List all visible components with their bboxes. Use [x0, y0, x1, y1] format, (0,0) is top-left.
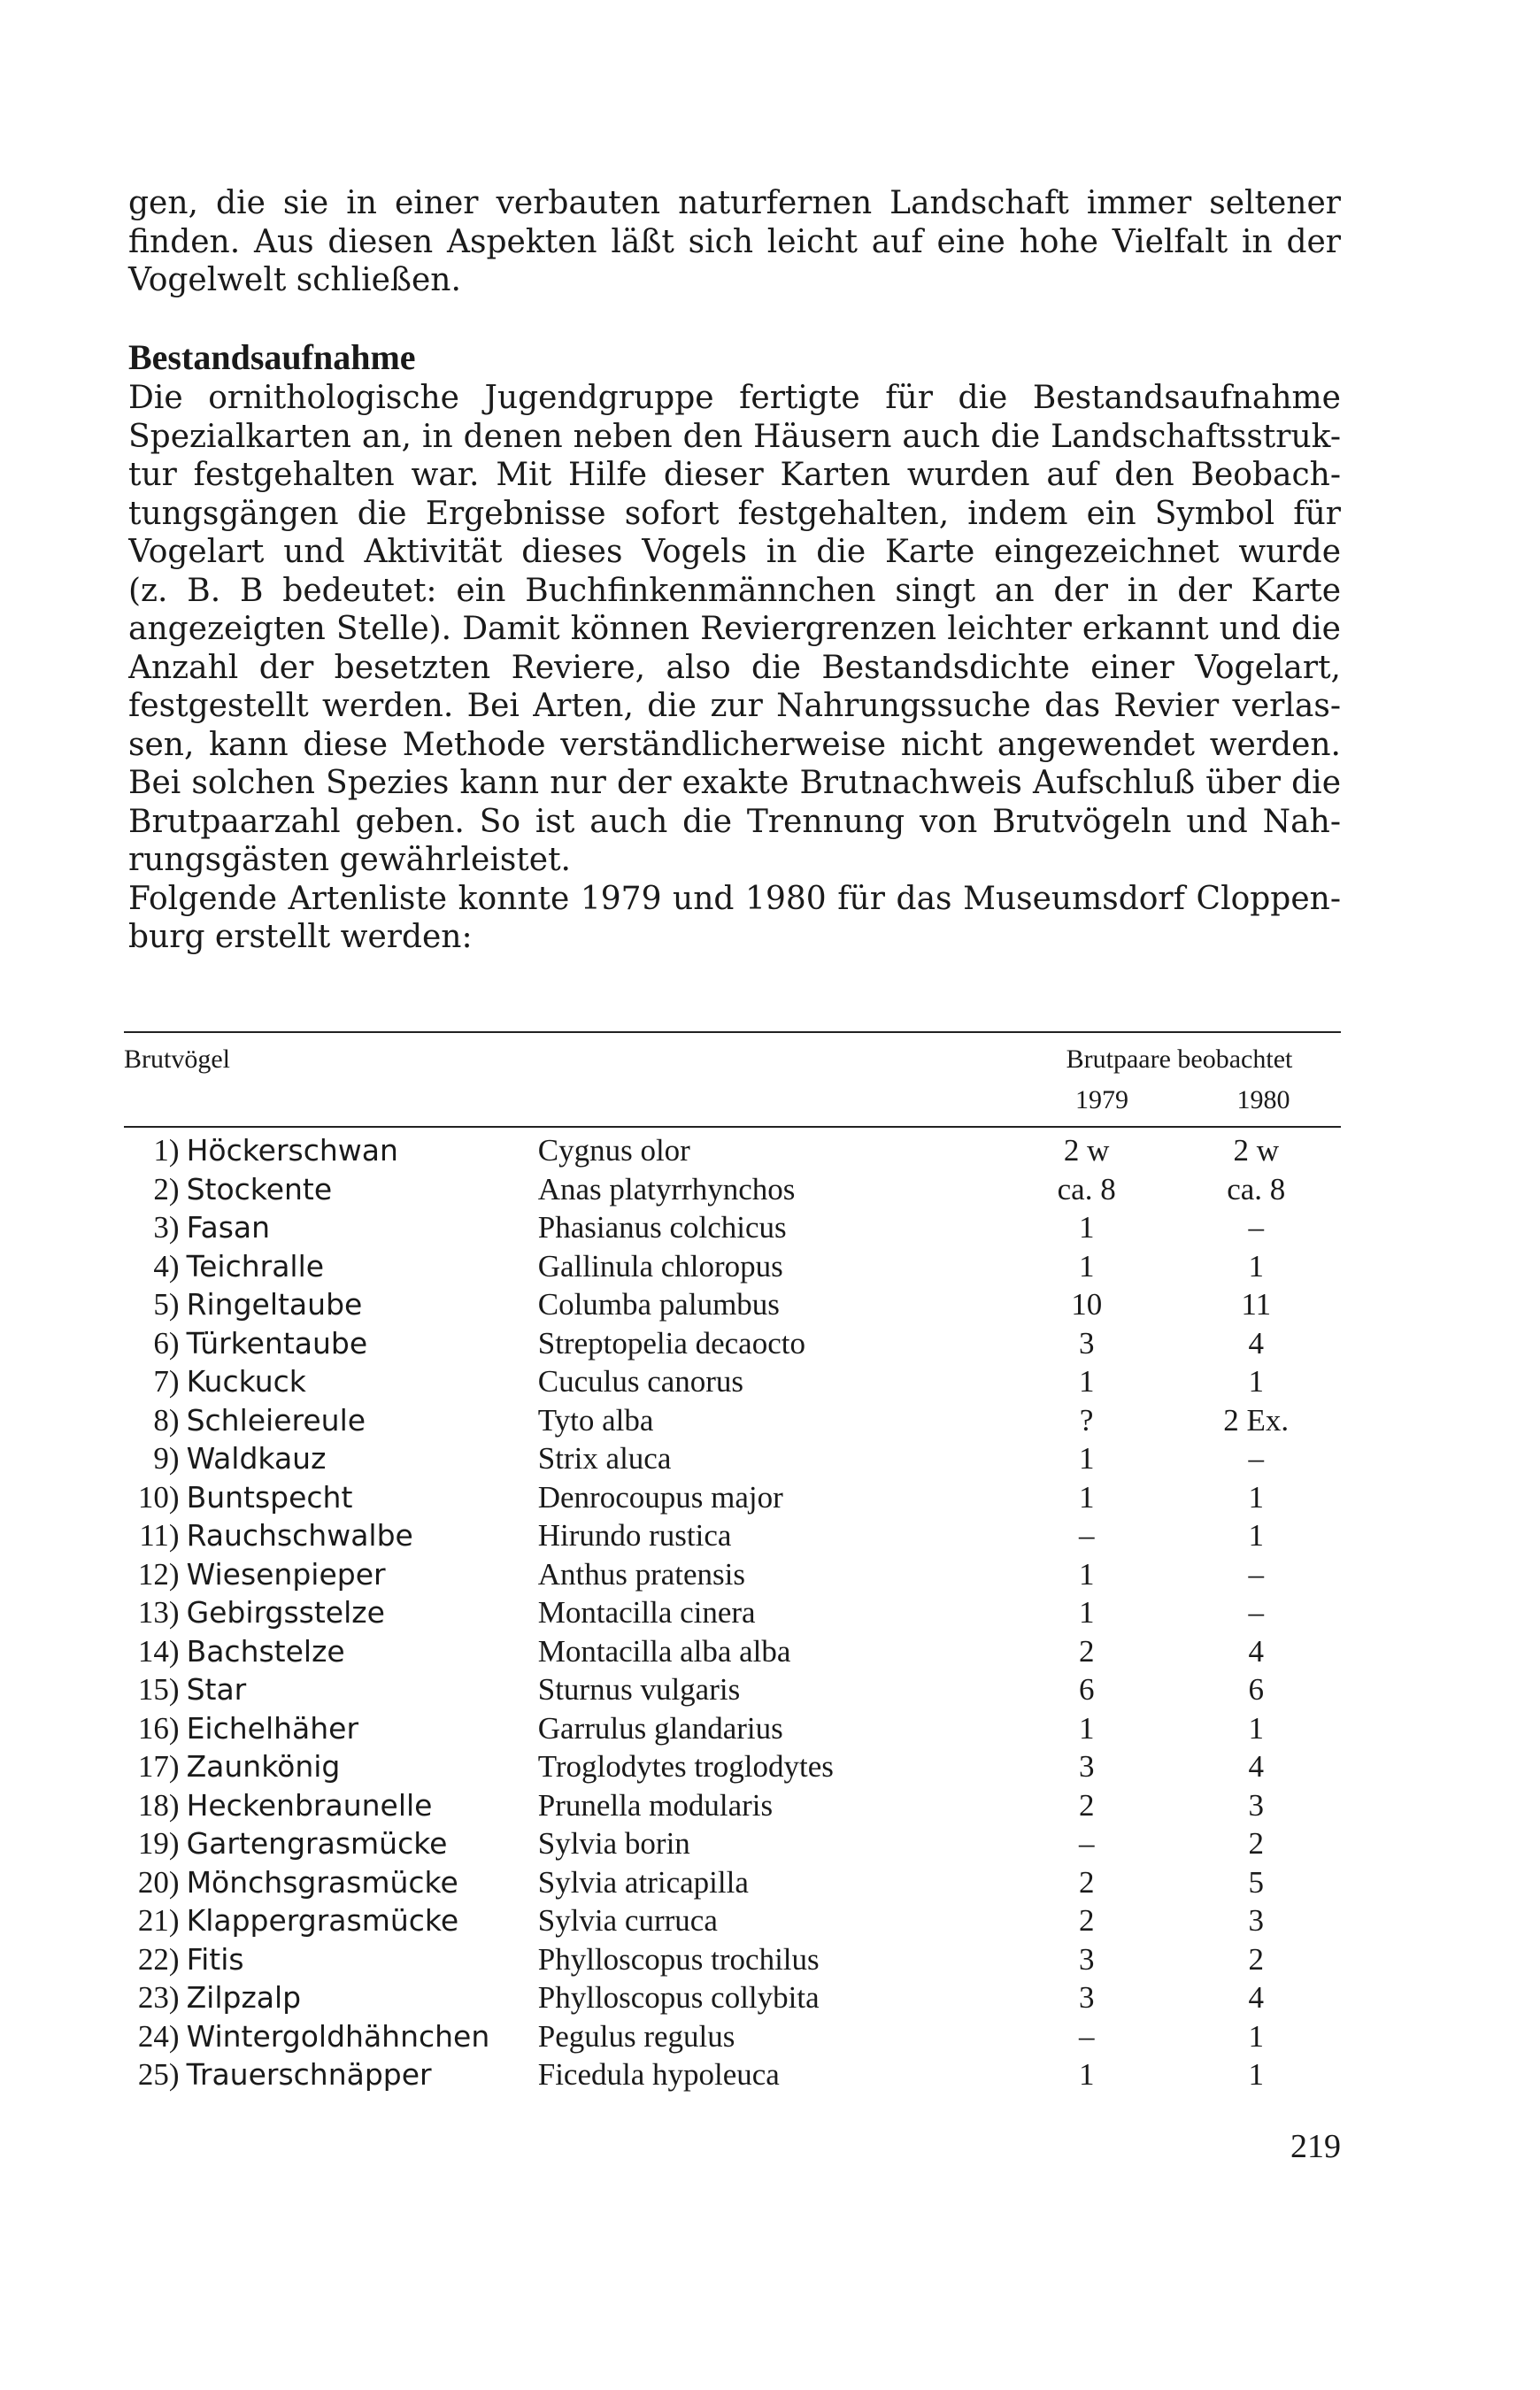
- text-line: Vogelwelt schließen.: [128, 262, 461, 298]
- row-number: 25): [137, 2057, 180, 2092]
- count-1979: 2: [1078, 1864, 1095, 1900]
- latin-name: Sylvia atricapilla: [537, 1864, 749, 1900]
- count-1979: 1: [1078, 1479, 1095, 1515]
- latin-name: Gallinula chloropus: [537, 1248, 783, 1284]
- german-name: Stockente: [186, 1171, 333, 1207]
- row-number: 14): [137, 1633, 180, 1669]
- table-year-1979-header: 1979: [1075, 1085, 1128, 1114]
- count-1979: 3: [1078, 1325, 1095, 1361]
- table-row: [124, 1978, 1341, 2017]
- row-number: 17): [137, 1749, 180, 1784]
- latin-name: Montacilla cinera: [537, 1595, 756, 1630]
- count-1980: 4: [1248, 1749, 1264, 1784]
- count-1980: 3: [1248, 1787, 1264, 1823]
- table-row: [124, 1131, 1341, 1170]
- count-1979: 1: [1078, 1248, 1095, 1284]
- table-row: [124, 1632, 1341, 1671]
- count-1979: ?: [1079, 1402, 1094, 1438]
- table-row: [124, 1786, 1341, 1825]
- german-name: Ringeltaube: [186, 1287, 363, 1322]
- table-row: [124, 1516, 1341, 1555]
- count-1980: –: [1248, 1556, 1264, 1592]
- german-name: Höckerschwan: [186, 1133, 398, 1168]
- table-row: [124, 1324, 1341, 1363]
- count-1979: 2: [1078, 1787, 1095, 1823]
- table-header-rule: [124, 1126, 1341, 1128]
- latin-name: Columba palumbus: [537, 1287, 780, 1322]
- text-line: sen, kann diese Methode verständlicherweise nicht angewendet werden.: [128, 726, 1341, 763]
- table-row: [124, 1285, 1341, 1324]
- count-1979: 3: [1078, 1941, 1095, 1977]
- german-name: Gartengrasmücke: [186, 1826, 448, 1861]
- count-1980: 4: [1248, 1633, 1264, 1669]
- table-row: [124, 2017, 1341, 2056]
- row-number: 13): [137, 1595, 180, 1630]
- text-line: Folgende Artenliste konnte 1979 und 1980 für das Museumsdorf Cloppen-: [128, 880, 1341, 917]
- count-1980: 4: [1248, 1980, 1264, 2015]
- section-paragraph: [128, 379, 1341, 957]
- latin-name: Streptopelia decaocto: [537, 1325, 805, 1361]
- table-row: [124, 1362, 1341, 1401]
- count-1979: 1: [1078, 1210, 1095, 1245]
- row-number: 11): [139, 1518, 180, 1553]
- text-line: Vogelart und Aktivität dieses Vogels in die Karte eingezeichnet wurde: [128, 534, 1341, 570]
- german-name: Eichelhäher: [186, 1710, 359, 1746]
- latin-name: Montacilla alba alba: [537, 1633, 791, 1669]
- count-1979: 1: [1078, 1556, 1095, 1592]
- table-row: [124, 1555, 1341, 1594]
- table-row: [124, 1439, 1341, 1478]
- german-name: Schleiereule: [186, 1402, 366, 1438]
- count-1979: 2: [1078, 1633, 1095, 1669]
- table-row: [124, 1401, 1341, 1440]
- count-1980: 1: [1248, 1518, 1264, 1553]
- text-line: festgestellt werden. Bei Arten, die zur Nahrungssuche das Revier verlas-: [128, 688, 1341, 724]
- row-number: 21): [137, 1903, 180, 1938]
- row-number: 1): [153, 1133, 180, 1168]
- count-1980: 2 w: [1233, 1133, 1279, 1168]
- text-line: Bei solchen Spezies kann nur der exakte Brutnachweis Aufschluß über die: [128, 765, 1341, 801]
- table-year-1980-header: 1980: [1236, 1085, 1290, 1114]
- latin-name: Cuculus canorus: [537, 1364, 744, 1399]
- table-row: [124, 1747, 1341, 1786]
- german-name: Fasan: [186, 1210, 271, 1245]
- count-1979: 6: [1078, 1672, 1095, 1707]
- text-line: burg erstellt werden:: [128, 919, 473, 955]
- table-group-header: Brutpaare beobachtet: [1066, 1045, 1293, 1074]
- latin-name: Cygnus olor: [537, 1133, 690, 1168]
- latin-name: Denrocoupus major: [537, 1479, 783, 1515]
- section-heading: Bestandsaufnahme: [128, 337, 416, 377]
- text-line: angezeigten Stelle). Damit können Reviergrenzen leichter erkannt und die: [128, 611, 1341, 647]
- row-number: 22): [137, 1941, 180, 1977]
- count-1979: 1: [1078, 1364, 1095, 1399]
- german-name: Wintergoldhähnchen: [186, 2018, 490, 2054]
- latin-name: Tyto alba: [537, 1402, 654, 1438]
- table-row: [124, 1863, 1341, 1902]
- german-name: Mönchsgrasmücke: [186, 1864, 458, 1900]
- latin-name: Pegulus regulus: [537, 2018, 735, 2054]
- row-number: 18): [137, 1787, 180, 1823]
- table-row: [124, 1824, 1341, 1863]
- count-1980: 6: [1248, 1672, 1264, 1707]
- bird-table-body: [124, 1131, 1341, 2094]
- count-1979: –: [1078, 1518, 1095, 1553]
- count-1980: 1: [1248, 1248, 1264, 1284]
- count-1979: 1: [1078, 1441, 1095, 1476]
- german-name: Zaunkönig: [186, 1749, 341, 1784]
- german-name: Gebirgsstelze: [186, 1595, 385, 1630]
- table-row: [124, 1901, 1341, 1940]
- text-line: gen, die sie in einer verbauten naturfernen Landschaft immer seltener: [128, 185, 1341, 221]
- german-name: Türkentaube: [186, 1325, 368, 1361]
- german-name: Zilpzalp: [186, 1980, 302, 2015]
- count-1980: ca. 8: [1227, 1171, 1286, 1207]
- count-1979: 3: [1078, 1749, 1095, 1784]
- latin-name: Anas platyrrhynchos: [537, 1171, 796, 1207]
- table-row: [124, 2055, 1341, 2094]
- latin-name: Phasianus colchicus: [537, 1210, 787, 1245]
- count-1980: 1: [1248, 2018, 1264, 2054]
- count-1980: 1: [1248, 1479, 1264, 1515]
- count-1980: 1: [1248, 1364, 1264, 1399]
- text-line: Spezialkarten an, in denen neben den Häusern auch die Landschaftsstruk-: [128, 418, 1341, 455]
- latin-name: Prunella modularis: [537, 1787, 774, 1823]
- count-1980: 2: [1248, 1826, 1264, 1861]
- count-1979: 1: [1078, 1595, 1095, 1630]
- german-name: Klappergrasmücke: [186, 1903, 459, 1938]
- count-1980: 5: [1248, 1864, 1264, 1900]
- row-number: 16): [137, 1710, 180, 1746]
- count-1980: –: [1248, 1210, 1264, 1245]
- count-1979: –: [1078, 1826, 1095, 1861]
- intro-paragraph: [128, 184, 1341, 300]
- german-name: Fitis: [186, 1941, 244, 1977]
- bird-table: [124, 1131, 1341, 2094]
- table-row: [124, 1709, 1341, 1748]
- german-name: Trauerschnäpper: [186, 2057, 432, 2092]
- latin-name: Sylvia curruca: [537, 1903, 718, 1938]
- latin-name: Sylvia borin: [537, 1826, 690, 1861]
- text-line: finden. Aus diesen Aspekten läßt sich leicht auf eine hohe Vielfalt in der: [128, 223, 1341, 260]
- count-1980: –: [1248, 1595, 1264, 1630]
- count-1979: 10: [1071, 1287, 1103, 1322]
- count-1980: 1: [1248, 2057, 1264, 2092]
- row-number: 4): [153, 1248, 180, 1284]
- text-line: (z. B. B bedeutet: ein Buchfinkenmännchen singt an der in der Karte: [128, 572, 1341, 609]
- row-number: 7): [153, 1364, 180, 1399]
- text-line: tur festgehalten war. Mit Hilfe dieser Karten wurden auf den Beobach-: [128, 457, 1341, 493]
- row-number: 10): [137, 1479, 180, 1515]
- german-name: Heckenbraunelle: [186, 1787, 433, 1823]
- latin-name: Ficedula hypoleuca: [537, 2057, 780, 2092]
- count-1979: 2: [1078, 1903, 1095, 1938]
- german-name: Buntspecht: [186, 1479, 353, 1515]
- latin-name: Sturnus vulgaris: [537, 1672, 741, 1707]
- table-row: [124, 1670, 1341, 1709]
- row-number: 15): [137, 1672, 180, 1707]
- row-number: 3): [153, 1210, 180, 1245]
- count-1979: 3: [1078, 1980, 1095, 2015]
- table-title: Brutvögel: [124, 1045, 230, 1074]
- latin-name: Phylloscopus trochilus: [537, 1941, 820, 1977]
- count-1979: ca. 8: [1057, 1171, 1116, 1207]
- latin-name: Troglodytes troglodytes: [537, 1749, 834, 1784]
- german-name: Rauchschwalbe: [186, 1518, 413, 1553]
- text-line: Die ornithologische Jugendgruppe fertigte für die Bestandsaufnahme: [128, 380, 1341, 416]
- table-row: [124, 1593, 1341, 1632]
- count-1980: 3: [1248, 1903, 1264, 1938]
- row-number: 5): [153, 1287, 180, 1322]
- count-1979: 1: [1078, 2057, 1095, 2092]
- german-name: Kuckuck: [186, 1364, 306, 1399]
- german-name: Wiesenpieper: [186, 1556, 386, 1592]
- table-top-rule: [124, 1031, 1341, 1033]
- row-number: 20): [137, 1864, 180, 1900]
- count-1980: –: [1248, 1441, 1264, 1476]
- row-number: 9): [153, 1441, 180, 1476]
- table-row: [124, 1940, 1341, 1979]
- latin-name: Garrulus glandarius: [537, 1710, 783, 1746]
- count-1980: 11: [1241, 1287, 1272, 1322]
- german-name: Waldkauz: [186, 1441, 327, 1476]
- text-line: Anzahl der besetzten Reviere, also die Bestandsdichte einer Vogelart,: [128, 649, 1341, 686]
- german-name: Teichralle: [186, 1248, 325, 1284]
- row-number: 2): [153, 1171, 180, 1207]
- german-name: Bachstelze: [186, 1633, 345, 1669]
- row-number: 6): [153, 1325, 180, 1361]
- table-row: [124, 1170, 1341, 1209]
- count-1979: 1: [1078, 1710, 1095, 1746]
- table-row: [124, 1208, 1341, 1247]
- count-1980: 1: [1248, 1710, 1264, 1746]
- latin-name: Anthus pratensis: [537, 1556, 746, 1592]
- text-line: Brutpaarzahl geben. So ist auch die Trennung von Brutvögeln und Nah-: [128, 803, 1341, 840]
- row-number: 19): [137, 1826, 180, 1861]
- row-number: 23): [137, 1980, 180, 2015]
- table-row: [124, 1247, 1341, 1286]
- latin-name: Strix aluca: [537, 1441, 672, 1476]
- count-1980: 2 Ex.: [1223, 1402, 1290, 1438]
- row-number: 8): [153, 1402, 180, 1438]
- row-number: 24): [137, 2018, 180, 2054]
- count-1980: 4: [1248, 1325, 1264, 1361]
- page-number: 219: [1290, 2128, 1341, 2165]
- latin-name: Hirundo rustica: [537, 1518, 732, 1553]
- count-1979: –: [1078, 2018, 1095, 2054]
- text-line: rungsgästen gewährleistet.: [128, 842, 571, 878]
- text-line: tungsgängen die Ergebnisse sofort festgehalten, indem ein Symbol für: [128, 495, 1341, 532]
- latin-name: Phylloscopus collybita: [537, 1980, 820, 2015]
- table-row: [124, 1478, 1341, 1517]
- row-number: 12): [137, 1556, 180, 1592]
- german-name: Star: [186, 1672, 247, 1707]
- count-1980: 2: [1248, 1941, 1264, 1977]
- count-1979: 2 w: [1063, 1133, 1110, 1168]
